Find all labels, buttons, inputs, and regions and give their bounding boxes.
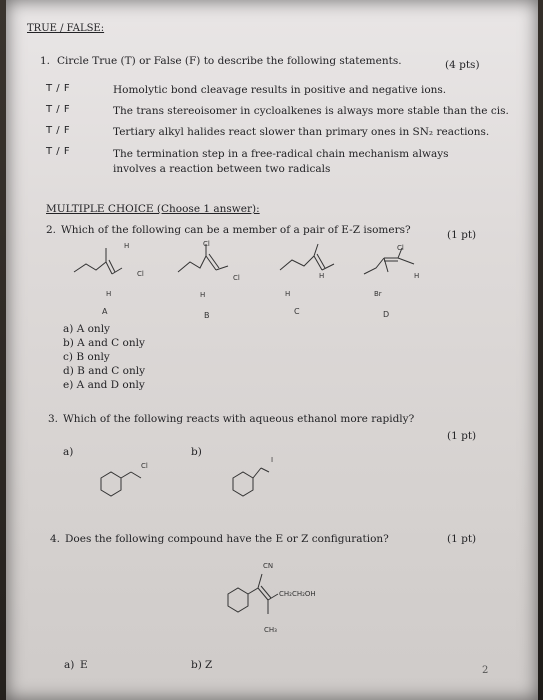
structure-c-chain: [280, 256, 314, 270]
struct-d-right-label: H: [414, 272, 420, 280]
q3-structure-a: [91, 458, 161, 503]
struct-d-letter: D: [383, 310, 390, 319]
q1-prompt: Circle True (T) or False (F) to describe the following statements.: [57, 55, 402, 67]
q3-b-substituent: I: [271, 456, 274, 464]
q3-option-b-label[interactable]: b): [191, 446, 202, 458]
q2-points: (1 pt): [447, 229, 477, 241]
q1-number: 1.: [40, 55, 51, 67]
struct-b-letter: B: [204, 311, 210, 320]
q2-option-e[interactable]: e) A and D only: [63, 379, 145, 391]
structure-a-chain: [74, 262, 106, 272]
section-title-true-false: TRUE / FALSE:: [27, 23, 105, 34]
struct-b-top-label: Cl: [203, 240, 210, 248]
q2-option-d[interactable]: d) B and C only: [63, 365, 146, 377]
struct-c-right-label: H: [319, 272, 325, 280]
struct-b-bottom-label: H: [200, 291, 206, 299]
q3-option-a-label[interactable]: a): [63, 446, 74, 458]
section-title-multiple-choice: MULTIPLE CHOICE (Choose 1 answer):: [46, 203, 260, 215]
q1-item-4-tf[interactable]: T / F: [46, 146, 71, 157]
q4-right-label: CH₂CH₂OH: [279, 590, 316, 598]
structure-d-chain: [364, 258, 384, 274]
struct-a-right-label: Cl: [137, 270, 144, 278]
q4-bottom-label: CH₃: [264, 626, 277, 634]
q3-points: (1 pt): [447, 430, 477, 442]
structure-b-chain: [178, 256, 206, 272]
q4-number: 4.: [50, 533, 61, 545]
struct-d-top-label: Cl: [397, 244, 404, 252]
q1-item-4-text: The termination step in a free-radical chain mechanism always involves a reaction between two radicals: [113, 148, 449, 175]
struct-a-top-label: H: [124, 242, 130, 250]
q4-top-label: CN: [263, 562, 274, 570]
q2-option-a[interactable]: a) A only: [63, 323, 110, 335]
struct-a-bottom-label: H: [106, 290, 112, 298]
q3-a-substituent: Cl: [141, 462, 148, 470]
struct-c-letter: C: [294, 307, 300, 316]
q3-number: 3.: [48, 413, 59, 425]
q1-item-1-tf[interactable]: T / F: [46, 83, 71, 94]
q4-points: (1 pt): [447, 533, 477, 545]
q1-item-2-text: The trans stereoisomer in cycloalkenes is always more stable than the cis.: [113, 105, 509, 117]
q4-prompt: Does the following compound have the E or Z configuration?: [65, 533, 389, 545]
q1-item-2-tf[interactable]: T / F: [46, 104, 71, 115]
q1-item-1-text: Homolytic bond cleavage results in positive and negative ions.: [113, 84, 447, 96]
q2-number: 2.: [46, 224, 57, 236]
q3-structure-b: [221, 454, 291, 504]
q4-option-a-label[interactable]: a): [64, 659, 75, 671]
q4-option-b-text[interactable]: Z: [205, 659, 213, 671]
q2-prompt: Which of the following can be a member of a pair of E-Z isomers?: [61, 224, 411, 236]
struct-b-right-label: Cl: [233, 274, 240, 282]
cyclohexane-ring-q4: [228, 588, 248, 612]
worksheet-page: [6, 0, 538, 700]
q4-option-a-text[interactable]: E: [80, 659, 88, 671]
q2-option-b[interactable]: b) A and C only: [63, 337, 145, 349]
page-number: 2: [482, 665, 489, 676]
struct-a-letter: A: [102, 307, 108, 316]
q1-item-3-text: Tertiary alkyl halides react slower than primary ones in SN₂ reactions.: [113, 126, 490, 138]
cyclohexane-ring-a: [101, 472, 121, 496]
struct-c-bottom-label: H: [285, 290, 291, 298]
q3-prompt: Which of the following reacts with aqueous ethanol more rapidly?: [63, 413, 415, 425]
q2-option-c[interactable]: c) B only: [63, 351, 110, 363]
cyclohexane-ring-b: [233, 472, 253, 496]
q1-item-3-tf[interactable]: T / F: [46, 125, 71, 136]
q4-option-b-label[interactable]: b): [191, 659, 202, 671]
struct-d-bottom-label: Br: [374, 290, 382, 298]
q1-points: (4 pts): [445, 59, 480, 71]
